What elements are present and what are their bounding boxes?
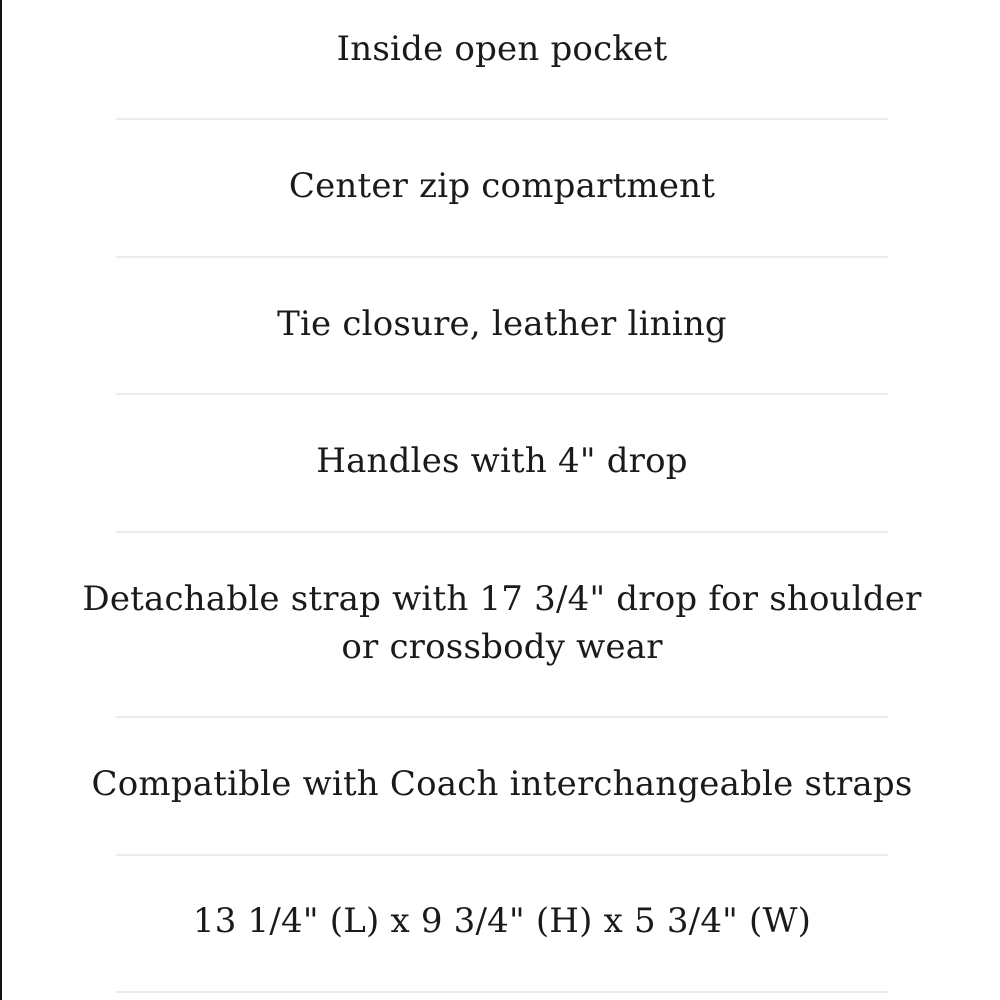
divider [116,716,888,718]
feature-item-closure-lining: Tie closure, leather lining [277,304,727,344]
feature-item-dimensions: 13 1/4" (L) x 9 3/4" (H) x 5 3/4" (W) [192,901,812,941]
feature-item-inside-pocket: Inside open pocket [336,29,668,69]
feature-item-compatible-straps: Compatible with Coach interchangeable straps [91,764,913,804]
divider [116,991,888,993]
divider [116,256,888,258]
divider [116,531,888,533]
divider [116,118,888,120]
feature-item-detachable-strap [2,575,1000,671]
feature-item-handles: Handles with 4" drop [316,441,688,481]
feature-item-zip-compartment: Center zip compartment [288,166,716,206]
divider [116,854,888,856]
divider [116,393,888,395]
feature-item-detachable-strap-text: Detachable strap with 17 3/4" drop for shoulder or crossbody wear [82,579,922,667]
